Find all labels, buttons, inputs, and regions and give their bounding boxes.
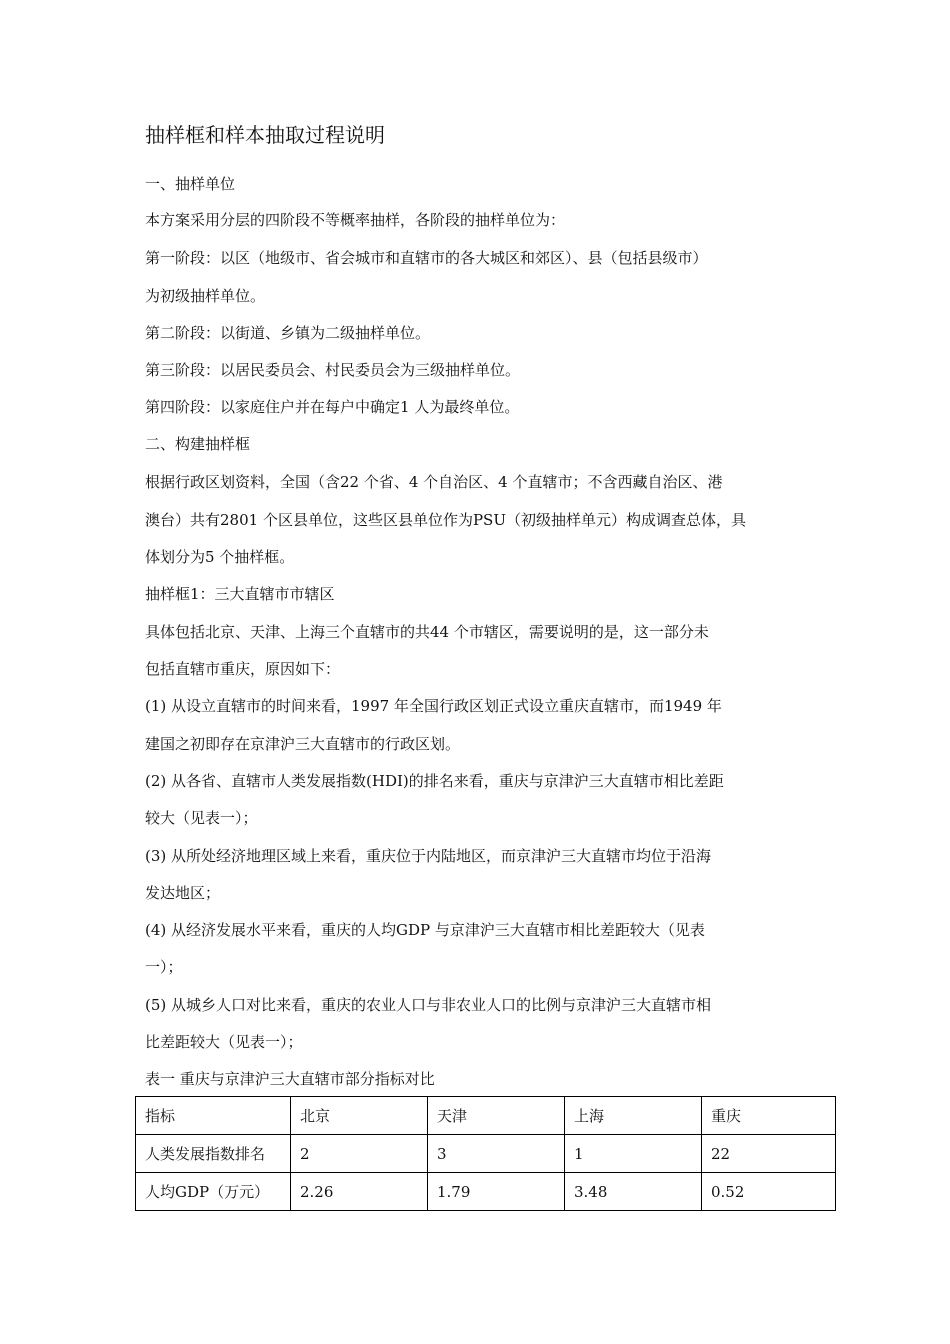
table-cell: 人均GDP（万元） bbox=[136, 1173, 291, 1211]
paragraph-line: 包括直辖市重庆，原因如下： bbox=[145, 660, 341, 678]
comparison-table bbox=[135, 1096, 836, 1211]
paragraph-line: 第一阶段：以区（地级市、省会城市和直辖市的各大城区和郊区）、县（包括县级市） bbox=[145, 249, 708, 267]
table-row bbox=[136, 1135, 836, 1173]
list-item-line: 一）； bbox=[145, 958, 183, 976]
list-item-line: 比差距较大（见表一）； bbox=[145, 1033, 303, 1051]
table-caption: 表一 重庆与京津沪三大直辖市部分指标对比 bbox=[145, 1070, 435, 1088]
paragraph-line: 第四阶段：以家庭住户并在每户中确定1 人为最终单位。 bbox=[145, 398, 520, 416]
paragraph-line: 为初级抽样单位。 bbox=[145, 287, 266, 305]
table-cell: 3 bbox=[428, 1135, 565, 1173]
paragraph-line: 第三阶段：以居民委员会、村民委员会为三级抽样单位。 bbox=[145, 361, 521, 379]
document-title: 抽样框和样本抽取过程说明 bbox=[145, 123, 385, 147]
paragraph-line: 根据行政区划资料，全国（含22 个省、4 个自治区、4 个直辖市；不含西藏自治区、港 bbox=[145, 473, 723, 491]
table-cell: 22 bbox=[702, 1135, 836, 1173]
table-cell: 3.48 bbox=[565, 1173, 702, 1211]
table-cell: 1.79 bbox=[428, 1173, 565, 1211]
frame-heading: 抽样框1：三大直辖市市辖区 bbox=[145, 585, 335, 603]
table-cell: 2 bbox=[291, 1135, 428, 1173]
list-item-line: 发达地区； bbox=[145, 884, 221, 902]
table-header-cell: 北京 bbox=[291, 1097, 428, 1135]
paragraph-line: 澳台）共有2801 个区县单位，这些区县单位作为PSU（初级抽样单元）构成调查总体，具 bbox=[145, 511, 746, 529]
list-item-line: 建国之初即存在京津沪三大直辖市的行政区划。 bbox=[145, 735, 461, 753]
paragraph-line: 具体包括北京、天津、上海三个直辖市的共44 个市辖区，需要说明的是，这一部分未 bbox=[145, 623, 709, 641]
section-heading-sampling-unit: 一、抽样单位 bbox=[145, 175, 236, 193]
paragraph-line: 第二阶段：以街道、乡镇为二级抽样单位。 bbox=[145, 324, 431, 342]
table-header-cell: 上海 bbox=[565, 1097, 702, 1135]
list-item-line: (5) 从城乡人口对比来看，重庆的农业人口与非农业人口的比例与京津沪三大直辖市相 bbox=[145, 996, 712, 1014]
table-header-cell: 重庆 bbox=[702, 1097, 836, 1135]
table-header-row bbox=[136, 1097, 836, 1135]
table-cell: 0.52 bbox=[702, 1173, 836, 1211]
list-item-line: (3) 从所处经济地理区域上来看，重庆位于内陆地区，而京津沪三大直辖市均位于沿海 bbox=[145, 847, 712, 865]
list-item-line: 较大（见表一）； bbox=[145, 809, 258, 827]
table-row bbox=[136, 1173, 836, 1211]
table-cell: 1 bbox=[565, 1135, 702, 1173]
table-header-cell: 天津 bbox=[428, 1097, 565, 1135]
table-header-cell: 指标 bbox=[136, 1097, 291, 1135]
list-item-line: (2) 从各省、直辖市人类发展指数(HDI)的排名来看，重庆与京津沪三大直辖市相比差距 bbox=[145, 772, 724, 790]
table-cell: 2.26 bbox=[291, 1173, 428, 1211]
table-cell: 人类发展指数排名 bbox=[136, 1135, 291, 1173]
list-item-line: (4) 从经济发展水平来看，重庆的人均GDP 与京津沪三大直辖市相比差距较大（见表 bbox=[145, 921, 705, 939]
paragraph-line: 本方案采用分层的四阶段不等概率抽样，各阶段的抽样单位为： bbox=[145, 211, 566, 229]
section-heading-build-frame: 二、构建抽样框 bbox=[145, 435, 251, 453]
paragraph-line: 体划分为5 个抽样框。 bbox=[145, 548, 295, 566]
list-item-line: (1) 从设立直辖市的时间来看，1997 年全国行政区划正式设立重庆直辖市，而1949 年 bbox=[145, 697, 722, 715]
